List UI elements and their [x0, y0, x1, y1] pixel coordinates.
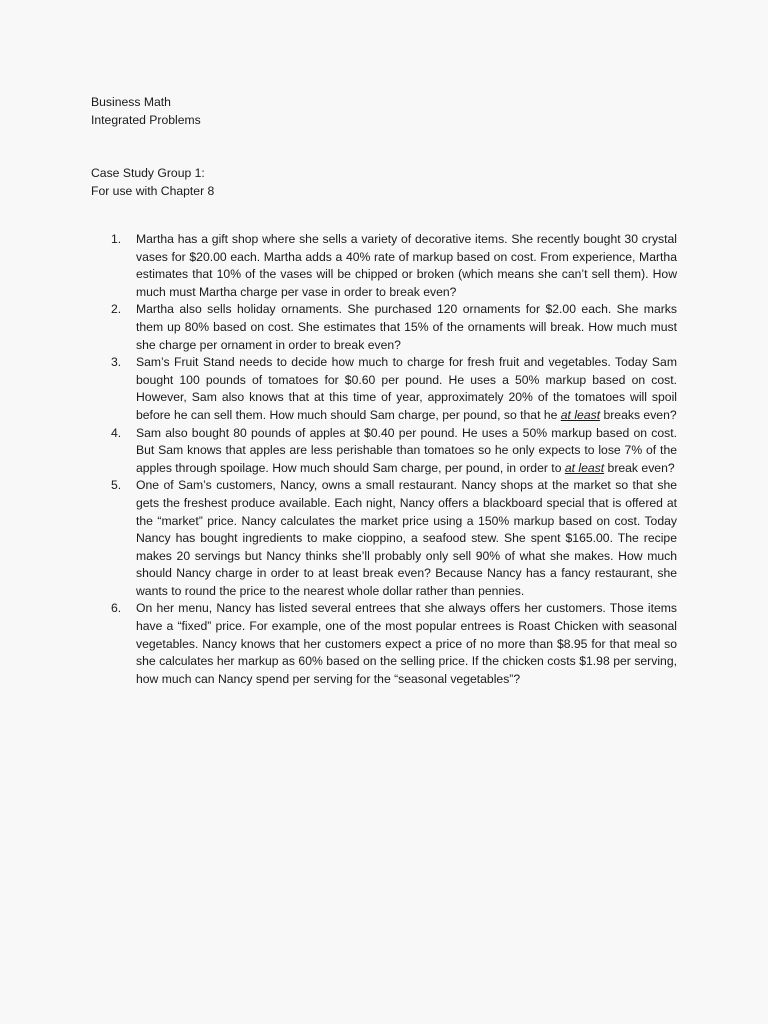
problem-text [136, 354, 677, 424]
problem-item-1 [91, 231, 677, 301]
problem-text [136, 425, 677, 478]
chapter-reference: For use with Chapter 8 [91, 184, 215, 198]
problem-text: On her menu, Nancy has listed several entrees that she always offers her customers. Those items have a “fixed” price. For example, one of the most popular entrees is Roast Chicken with seasonal vegetables. Nancy knows that her customers expect a price of no more than $8.95 for that meal so she calculates her markup as 60% based on the selling price. If the chicken costs $1.98 per serving, how much can Nancy spend per serving for the “seasonal vegetables”? [136, 601, 677, 686]
case-study-heading [91, 164, 214, 200]
problem-item-2 [91, 301, 677, 354]
problem-number: 4. [111, 425, 122, 440]
emphasis-at-least: at least [564, 460, 605, 475]
problem-text-start: Sam’s Fruit Stand needs to decide how much to charge for fresh fruit and vegetables. Today Sam bought 100 pounds of tomatoes for $0.60 per pound. He uses a 50% markup based on cost. However, Sam also knows that at this time of year, approximately 20% of the tomatoes will spoil before he can sell them. How much should Sam charge, per pound, so that he [136, 355, 677, 422]
problem-text: Martha also sells holiday ornaments. She purchased 120 ornaments for $2.00 each. She marks them up 80% based on cost. She estimates that 15% of the ornaments will break. How much must she charge per ornament in order to break even? [136, 302, 677, 352]
problem-item-6 [91, 600, 677, 688]
problem-number: 1. [111, 232, 122, 246]
problem-list [91, 231, 677, 688]
problem-number: 3. [111, 355, 122, 370]
problem-text: One of Sam’s customers, Nancy, owns a small restaurant. Nancy shops at the market so that she gets the freshest produce available. Each night, Nancy offers a blackboard special that is offered at the “market” price. Nancy calculates the market price using a 150% markup based on cost. Today Nancy has bought ingredients to make cioppino, a seafood stew. She spent $165.00. The recipe makes 20 servings but Nancy thinks she’ll probably only sell 90% of what she makes. How much should Nancy charge in order to at least break even? Because Nancy has a fancy restaurant, she wants to round the price to the nearest whole dollar rather than pennies. [136, 478, 677, 598]
problem-item-3 [91, 354, 677, 424]
case-study-group: Case Study Group 1: [91, 166, 205, 180]
document-header [91, 93, 201, 129]
problem-text: Martha has a gift shop where she sells a variety of decorative items. She recently bought 30 crystal vases for $20.00 each. Martha adds a 40% rate of markup based on cost. From experience, Martha estimates that 10% of the vases will be chipped or broken (which means she can’t sell them). How much must Martha charge per vase in order to break even? [136, 232, 677, 299]
document-subtitle: Integrated Problems [91, 113, 201, 127]
problem-text-end: breaks even? [600, 407, 677, 422]
problem-text-end: break even? [604, 460, 675, 475]
problem-item-5 [91, 477, 677, 600]
problem-number: 5. [111, 478, 122, 493]
problem-text-start: Sam also bought 80 pounds of apples at $0.40 per pound. He uses a 50% markup based on cost. But Sam knows that apples are less perishable than tomatoes so he only expects to lose 7% of the apples through spoilage. How much should Sam charge, per pound, in order to [136, 425, 677, 475]
problem-number: 6. [111, 601, 122, 616]
emphasis-at-least: at least [560, 407, 601, 422]
problem-number: 2. [111, 302, 122, 317]
course-title: Business Math [91, 95, 171, 109]
problem-item-4 [91, 425, 677, 478]
